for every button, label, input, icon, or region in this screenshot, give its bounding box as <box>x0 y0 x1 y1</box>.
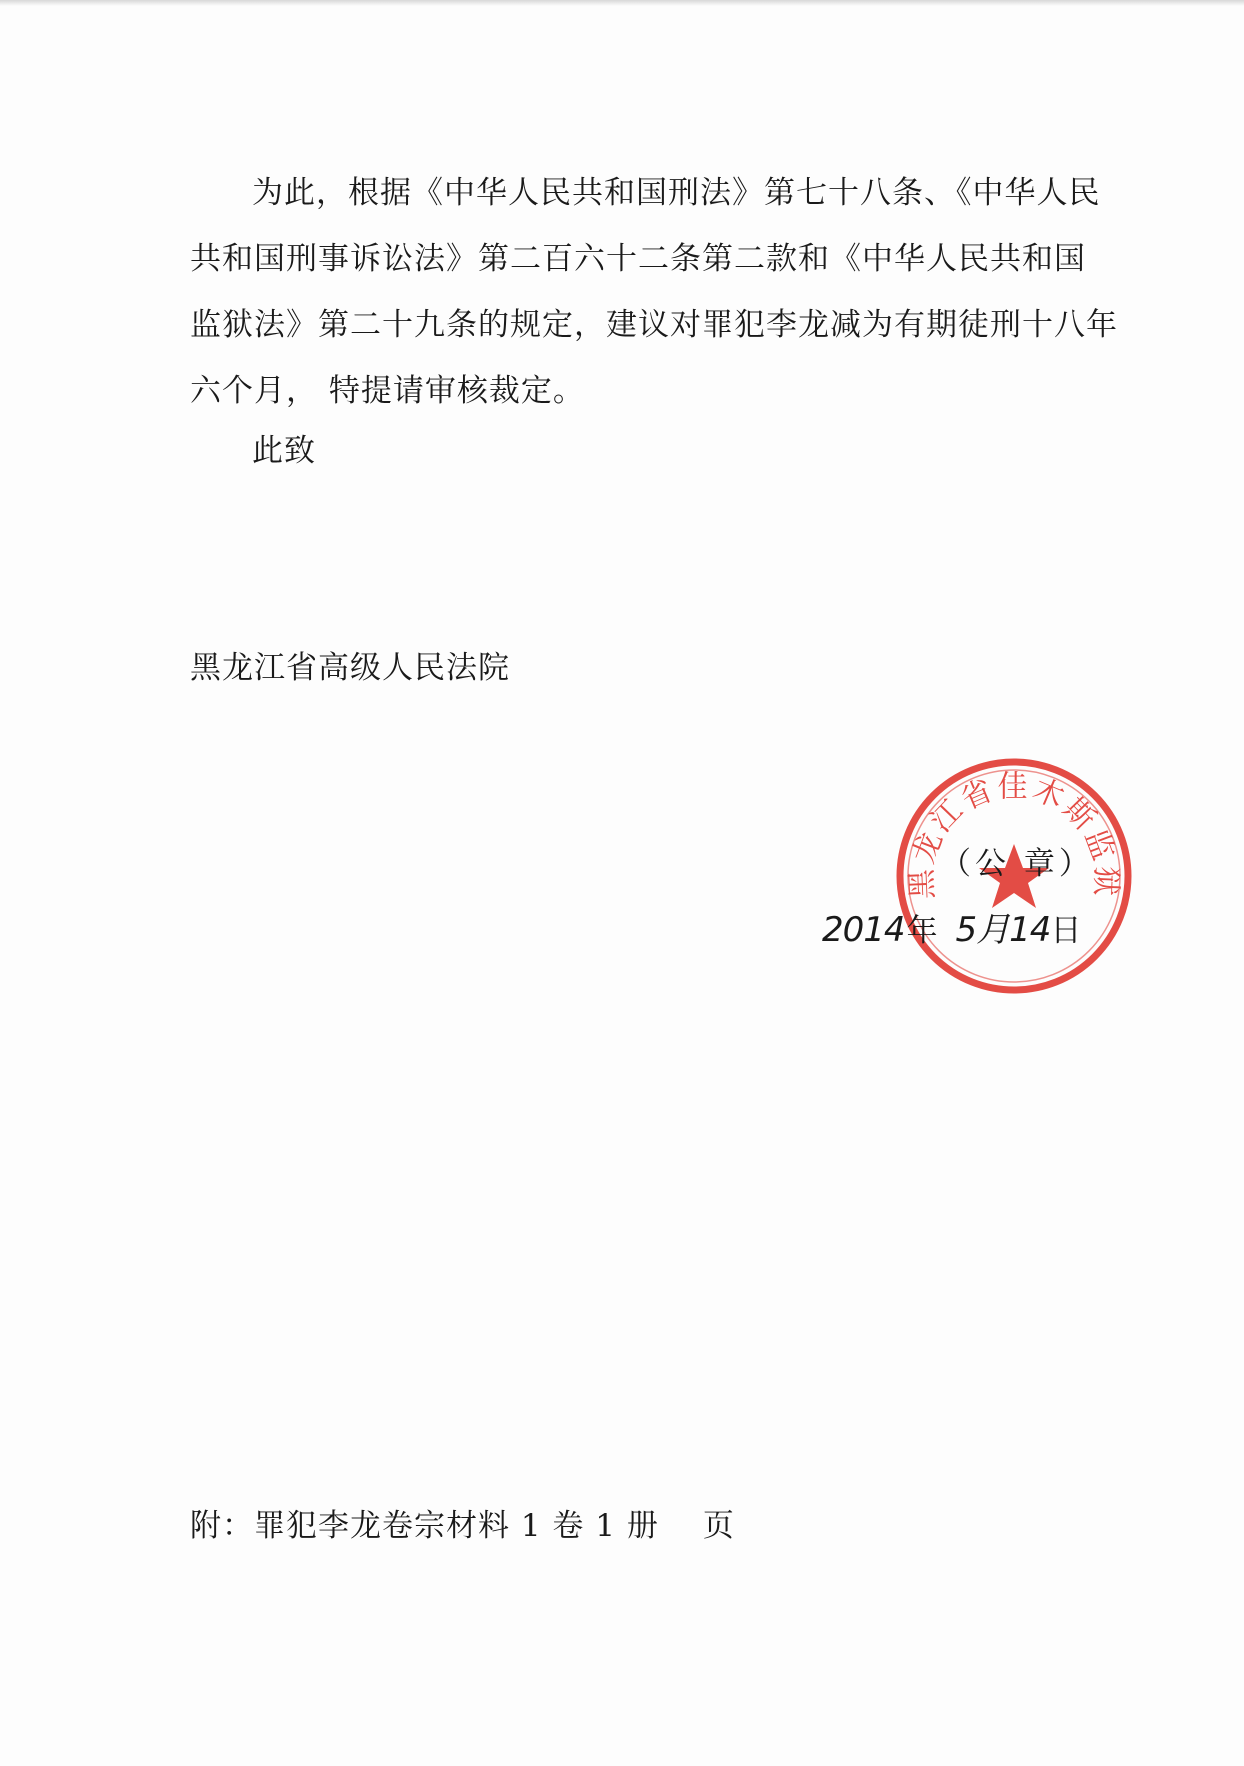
body-line-4: 六个月， 特提请审核裁定。 <box>190 373 585 409</box>
attachment-note <box>190 1500 735 1545</box>
recipient-court: 黑龙江省高级人民法院 <box>190 650 510 686</box>
date-year-char: 年 <box>906 913 938 949</box>
body-paragraph <box>190 160 1118 424</box>
closing-salutation: 此致 <box>252 433 316 469</box>
seal-text: 黑龙江省佳木斯监狱 <box>904 769 1124 900</box>
body-line-3: 监狱法》第二十九条的规定，建议对罪犯李龙减为有期徒刑十八年 <box>190 307 1118 343</box>
date-day-char: 日 <box>1050 913 1082 949</box>
date-month-day-handwritten: 5月14 <box>955 910 1051 950</box>
signature-date <box>822 902 1081 951</box>
body-line-1: 为此，根据《中华人民共和国刑法》第七十八条、《中华人民 <box>252 175 1101 211</box>
scan-edge <box>0 0 1244 6</box>
body-line-2: 共和国刑事诉讼法》第二百六十二条第二款和《中华人民共和国 <box>190 241 1086 277</box>
seal-label: （公 章） <box>940 846 1094 882</box>
attachment-label: 附：罪犯李龙卷宗材料 1 卷 1 册 <box>190 1508 659 1544</box>
attachment-page-unit: 页 <box>702 1508 735 1544</box>
date-year-handwritten: 2014 <box>822 910 905 950</box>
